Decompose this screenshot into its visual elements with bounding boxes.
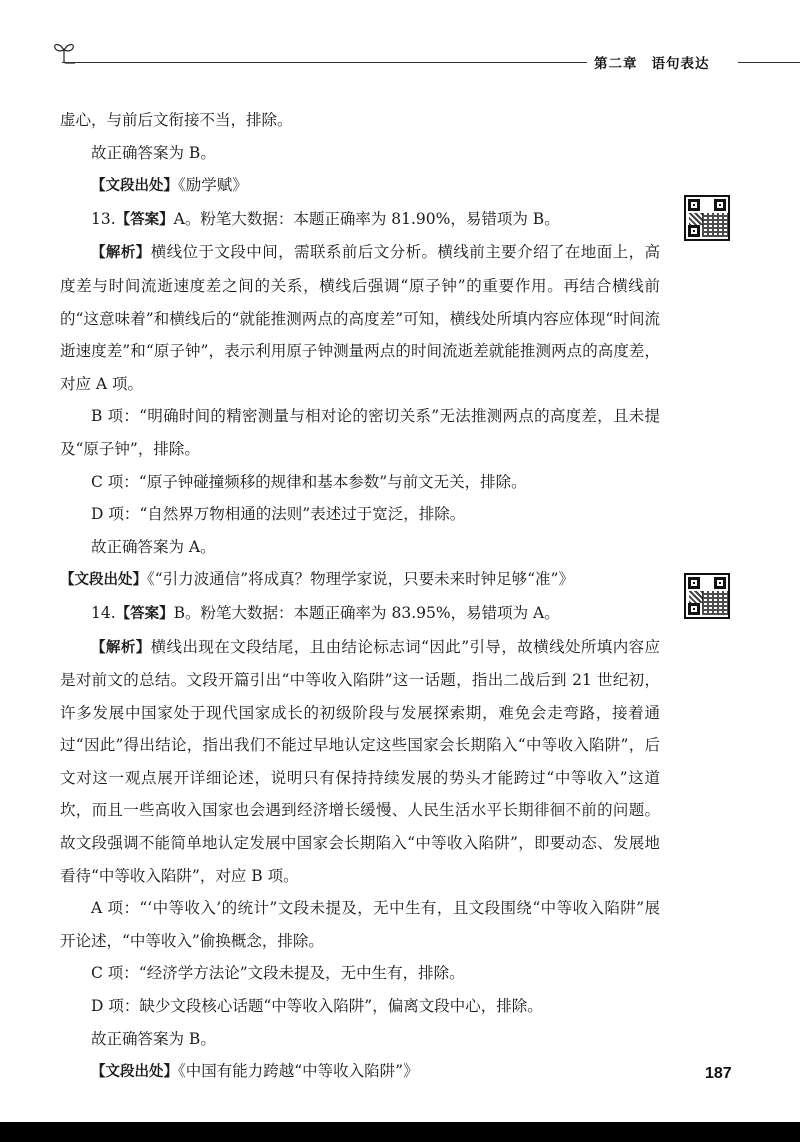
answer-text: A。粉笔大数据：本题正确率为 81.90%，易错项为 B。 [173, 209, 560, 228]
option-c-explanation [60, 466, 660, 499]
bottom-border [0, 1122, 800, 1142]
option-d-explanation [60, 990, 660, 1023]
qr-modules [689, 213, 703, 225]
qr-finder-pattern [714, 577, 726, 589]
answer-line [60, 597, 660, 631]
option-d-explanation [60, 498, 660, 531]
paragraph-text: 故正确答案为 A。 [91, 537, 216, 556]
option-b-explanation [60, 400, 660, 465]
paragraph-text: B 项：“明确时间的精密测量与相对论的密切关系”无法推测两点的高度差，且未提及“原子钟”，排除。 [60, 407, 660, 458]
citation-label: 【文段出处】 [91, 178, 178, 195]
source-citation [60, 563, 660, 597]
header-divider-right [738, 62, 800, 63]
page-header [0, 0, 800, 80]
analysis-paragraph [60, 631, 660, 893]
qr-finder-pattern [688, 225, 700, 237]
qr-modules [702, 591, 728, 615]
citation-title: 《中国有能力跨越“中等收入陷阱”》 [178, 1062, 419, 1081]
citation-label: 【文段出处】 [91, 1064, 178, 1081]
question-number: 13. [91, 209, 116, 228]
qr-code-icon[interactable] [684, 195, 730, 241]
citation-title: 《励学赋》 [178, 176, 248, 195]
analysis-paragraph [60, 236, 660, 400]
paragraph-text: 故正确答案为 B。 [91, 143, 216, 162]
question-number: 14. [91, 603, 116, 622]
paragraph [60, 531, 660, 564]
qr-finder-pattern [688, 577, 700, 589]
citation-title: 《“引力波通信”将成真？物理学家说，只要未来时钟足够“准”》 [147, 570, 574, 589]
chapter-heading [594, 52, 710, 72]
paragraph-text: C 项：“经济学方法论”文段未提及，无中生有，排除。 [91, 964, 465, 983]
qr-modules [689, 591, 703, 603]
option-a-explanation [60, 892, 660, 957]
paragraph-text: 故正确答案为 B。 [91, 1029, 216, 1048]
header-divider [62, 62, 587, 63]
qr-finder-pattern [688, 199, 700, 211]
source-citation [60, 169, 660, 203]
analysis-label: 【解析】 [91, 639, 151, 656]
paragraph [60, 1023, 660, 1056]
answer-line [60, 203, 660, 237]
answer-text: B。粉笔大数据：本题正确率为 83.95%，易错项为 A。 [173, 603, 560, 622]
option-c-explanation [60, 957, 660, 990]
answer-label: 【答案】 [115, 211, 174, 228]
citation-label: 【文段出处】 [60, 572, 147, 589]
paragraph-text: D 项：缺少文段核心话题“中等收入陷阱”，偏离文段中心，排除。 [91, 997, 543, 1016]
analysis-text: 横线出现在文段结尾，且由结论标志词“因此”引导，故横线处所填内容应是对前文的总结。文段开篇引出“中等收入陷阱”这一话题，指出二战后到 21 世纪初，许多发展中国家处于现代国家成长的初级阶段与发展探索期，难免会走弯路，接着通过“因此”得出结论，指出我们不能过早地认定这些国家会长期陷入“中等收入陷阱”，后文对这一观点展开详细论述，说明只有保持持续发展的势头才能跨过“中等收入”这道坎，而且一些高收入国家也会遇到经济增长缓慢、人民生活水平长期徘徊不前的问题。故文段强调不能简单地认定发展中国家会长期陷入“中等收入陷阱”，即要动态、发展地看待“中等收入陷阱”，对应 B 项。 [60, 637, 661, 885]
paragraph [60, 137, 660, 170]
page-number: 187 [705, 1065, 732, 1082]
qr-finder-pattern [714, 199, 726, 211]
qr-code-icon[interactable] [684, 573, 730, 619]
paragraph-text: C 项：“原子钟碰撞频移的规律和基本参数”与前文无关，排除。 [91, 472, 527, 491]
page-body [60, 104, 660, 1089]
qr-finder-pattern [688, 603, 700, 615]
paragraph [60, 104, 660, 137]
paragraph-text: A 项：“‘中等收入’的统计”文段未提及，无中生有，且文段围绕“中等收入陷阱”展开论述，“中等收入”偷换概念，排除。 [60, 899, 660, 950]
paragraph-text: D 项：“自然界万物相通的法则”表述过于宽泛，排除。 [91, 505, 466, 524]
paragraph-text: 虚心，与前后文衔接不当，排除。 [60, 111, 293, 129]
section-title: 语句表达 [651, 56, 710, 72]
analysis-text: 横线位于文段中间，需联系前后文分析。横线前主要介绍了在地面上，高度差与时间流逝速度差之间的关系，横线后强调“原子钟”的重要作用。再结合横线前的“这意味着”和横线后的“就能推测两点的高度差”可知，横线处所填内容应体现“时间流逝速度差”和“原子钟”，表示利用原子钟测量两点的时间流逝差就能推测两点的高度差，对应 A 项。 [60, 243, 660, 393]
qr-modules [702, 213, 728, 237]
source-citation [60, 1055, 660, 1089]
analysis-label: 【解析】 [91, 245, 151, 262]
answer-label: 【答案】 [115, 605, 174, 622]
chapter-number: 第二章 [594, 56, 638, 72]
